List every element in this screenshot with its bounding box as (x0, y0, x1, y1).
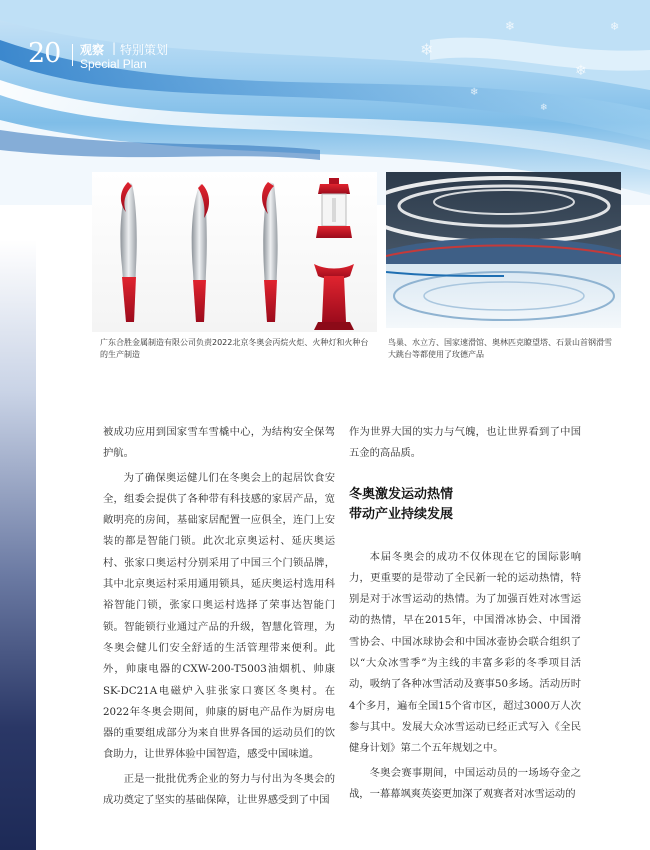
arena-photo (386, 172, 621, 328)
arena-illustration (386, 172, 621, 328)
subheading-line-1: 冬奥激发运动热情 (349, 486, 454, 502)
snowflake-icon: ❄ (540, 103, 548, 113)
article-column-right (349, 422, 581, 805)
torch-illustration (92, 172, 377, 332)
section-separator: | (112, 41, 117, 55)
article-paragraph: 被成功应用到国家雪车雪橇中心，为结构安全保驾护航。 (103, 426, 335, 460)
section-subtitle: 特别策划 (120, 43, 169, 57)
article-paragraph: 本届冬奥会的成功不仅体现在它的国际影响力，更重要的是带动了全民新一轮的运动热情，特别是对于冰雪运动的热情。为了加强百姓对冰雪运动的热情，早在2015年，中国滑冰协会、中国滑雪协会、中国冰球协会和中国冰壶协会联合组织了以“大众冰雪季”为主线的丰富多彩的冬季项目活动，吸纳了各种冰雪活动及赛事50多场。活动历时4个多月，遍布全国15个省市区，超过3000万人次参与其中。发展大众冰雪运动已经正式写入《全民健身计划》第二个五年规划之中。 (349, 550, 581, 755)
section-english-title: Special Plan (80, 57, 147, 71)
section-title: 观察 (80, 43, 105, 57)
subheading-line-2: 带动产业持续发展 (349, 506, 454, 522)
left-decorative-bar (0, 240, 36, 850)
article-paragraph: 为了确保奥运健儿们在冬奥会上的起居饮食安全，组委会提供了各种带有科技感的家居产品，宽敞明亮的房间，基础家居配置一应俱全，连门上安装的都是智能门锁。此次北京奥运村、延庆奥运村、张家口奥运村分别采用了中国三个门锁品牌，其中北京奥运村采用通用锁具，延庆奥运村选用科裕智能门锁，张家口奥运村选择了荣事达智能门锁。智能锁行业通过产品的升级，智慧化管理，为冬奥会健儿们安全舒适的生活管理带来便利。此外，帅康电器的CXW-200-T5003油烟机、帅康SK-DC21A电磁炉入驻张家口赛区冬奥村。在2022年冬奥会期间，帅康的厨电产品作为厨房电器的重要组成部分为来自世界各国的运动员们的饮食助力，让世界体验中国智造，感受中国味道。 (103, 471, 335, 761)
flame-cauldron (314, 264, 354, 330)
snowflake-icon: ❄ (470, 87, 479, 98)
article-paragraph: 作为世界大国的实力与气魄，也让世界看到了中国五金的高品质。 (349, 426, 581, 460)
snowflake-icon: ❄ (420, 40, 434, 59)
torch-2 (192, 184, 209, 322)
article-paragraph: 正是一批批优秀企业的努力与付出为冬奥会的成功奠定了坚实的基础保障，让世界感受到了中国 (103, 772, 335, 807)
torch-3 (262, 182, 278, 322)
page-number: 20 (28, 38, 61, 69)
article-column-left (103, 422, 335, 811)
torch-photo (92, 172, 377, 332)
flame-lantern (316, 178, 352, 238)
snowflake-icon: ❄ (610, 20, 620, 33)
torch-photo-caption: 广东合胜金属制造有限公司负责2022北京冬奥会丙烷火炬、火种灯和火种台的生产制造 (100, 338, 369, 359)
header-divider (72, 44, 73, 66)
snowflake-icon: ❄ (505, 19, 516, 33)
article-paragraph: 冬奥会赛事期间，中国运动员的一场场夺金之战，一幕幕飒爽英姿更加深了观赛者对冰雪运动的 (349, 766, 581, 800)
article-subheading (349, 485, 581, 525)
snowflake-icon: ❄ (575, 63, 587, 79)
torch-1 (120, 182, 136, 322)
arena-photo-caption: 鸟巢、水立方、国家速滑馆、奥林匹克瞭望塔、石景山首钢滑雪大跳台等都使用了玫德产品 (388, 338, 612, 359)
